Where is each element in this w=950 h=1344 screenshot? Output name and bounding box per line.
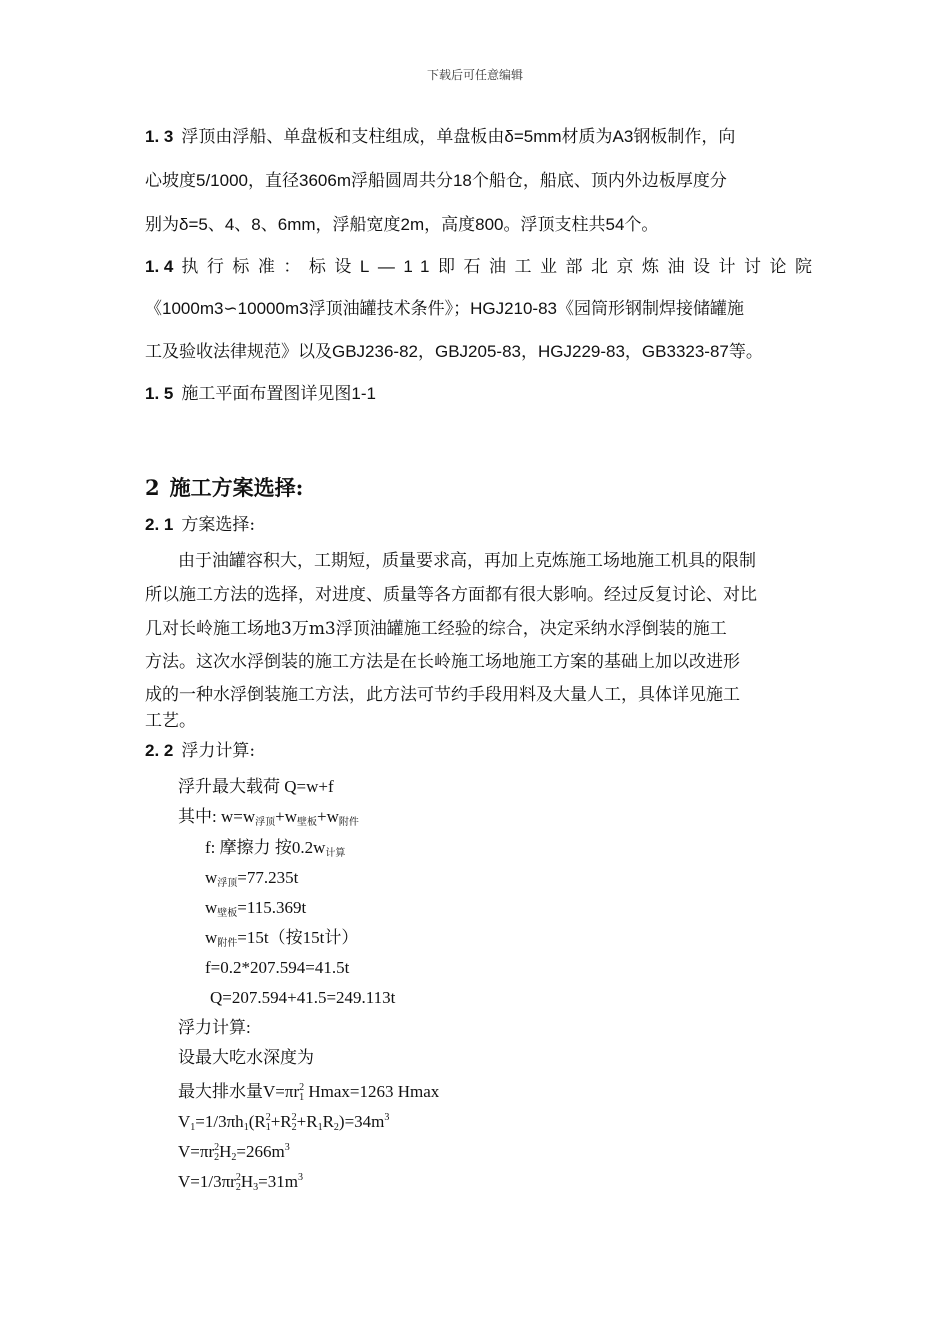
chapter-2-heading: 2 施工方案选择: (145, 475, 304, 500)
section-1-4-line-3: 工及验收法律规范》以及GBJ236-82，GBJ205-83，HGJ229-83，GB3323-87等。 (145, 342, 763, 361)
section-1-5-line-1: 1. 5 施工平面布置图详见图1-1 (145, 384, 376, 403)
section-1-4-line-2: 《1000m3∽10000m3浮顶油罐技术条件》；HGJ210-83《园筒形钢制焊接储罐施 (145, 299, 744, 318)
page-header: 下载后可任意编辑 (426, 68, 523, 82)
section-number: 1. 4 (145, 257, 174, 276)
section-number: 1. 3 (145, 127, 174, 146)
paragraph-line: 方法。这次水浮倒装的施工方法是在长岭施工场地施工方案的基础上加以改进形 (145, 652, 740, 672)
section-2-1-heading: 2. 1 方案选择: (145, 515, 256, 535)
calc-line: $V_1=1/3\pi h_1(R_1^2+R_2^2+R_1R_2)=34m^3$ (178, 1112, 390, 1133)
calc-line: $w_{壁板}=115.369t$ (205, 898, 307, 919)
calc-line: 其中: $w=w_{浮顶}+w_{壁板}+w_{附件}$ (178, 807, 359, 828)
paragraph-line: 工艺。 (145, 711, 196, 731)
paragraph-line: 几对长岭施工场地3万m3浮顶油罐施工经验的综合，决定采纳水浮倒装的施工 (145, 619, 727, 639)
calc-line: 最大排水量$V=\pi r_1^2$ Hmax=1263 Hmax (178, 1082, 440, 1103)
section-1-3-line-2: 心坡度5/1000，直径3606m浮船圆周共分18个船仓，船底、顶内外边板厚度分 (145, 171, 727, 190)
section-number: 1. 5 (145, 384, 174, 403)
paragraph-line: 所以施工方法的选择，对进度、质量等各方面都有很大影响。经过反复讨论、对比 (145, 585, 757, 605)
calc-line: $V=1/3\pi r_2^2H_3=31m^3$ (178, 1172, 303, 1193)
paragraph-line: 由于油罐容积大，工期短，质量要求高，再加上克炼施工场地施工机具的限制 (178, 551, 756, 571)
calc-line: 浮升最大载荷 Q=w+f (178, 777, 334, 796)
calc-line: 浮力计算: (178, 1018, 251, 1037)
calc-line: $w_{浮顶}=77.235t$ (205, 868, 299, 889)
calc-line: $w_{附件}=15t$（按15t计） (205, 928, 359, 949)
paragraph-line: 成的一种水浮倒装施工方法，此方法可节约手段用料及大量人工，具体详见施工 (145, 685, 740, 705)
section-1-3-line-1: 1. 3 浮顶由浮船、单盘板和支柱组成，单盘板由δ=5mm材质为A3钢板制作，向 (145, 127, 736, 146)
calc-line: f: 摩擦力 按$0.2w_{计算}$ (205, 838, 346, 859)
section-1-4-line-1: 1. 4 执行标准：标设L—11即石油工业部北京炼油设计讨论院 (145, 257, 821, 276)
section-number: 2. 1 (145, 515, 174, 534)
section-2-2-heading: 2. 2 浮力计算: (145, 741, 256, 761)
calc-line: 设最大吃水深度为 (178, 1048, 314, 1067)
section-number: 2. 2 (145, 741, 174, 760)
calc-line: $V=\pi r_2^2H_2=266m^3$ (178, 1142, 290, 1163)
calc-line: Q=207.594+41.5=249.113t (210, 988, 396, 1007)
section-1-3-line-3: 别为δ=5、4、8、6mm，浮船宽度2m，高度800。浮顶支柱共54个。 (145, 215, 659, 234)
calc-line: f=0.2*207.594=41.5t (205, 958, 350, 977)
